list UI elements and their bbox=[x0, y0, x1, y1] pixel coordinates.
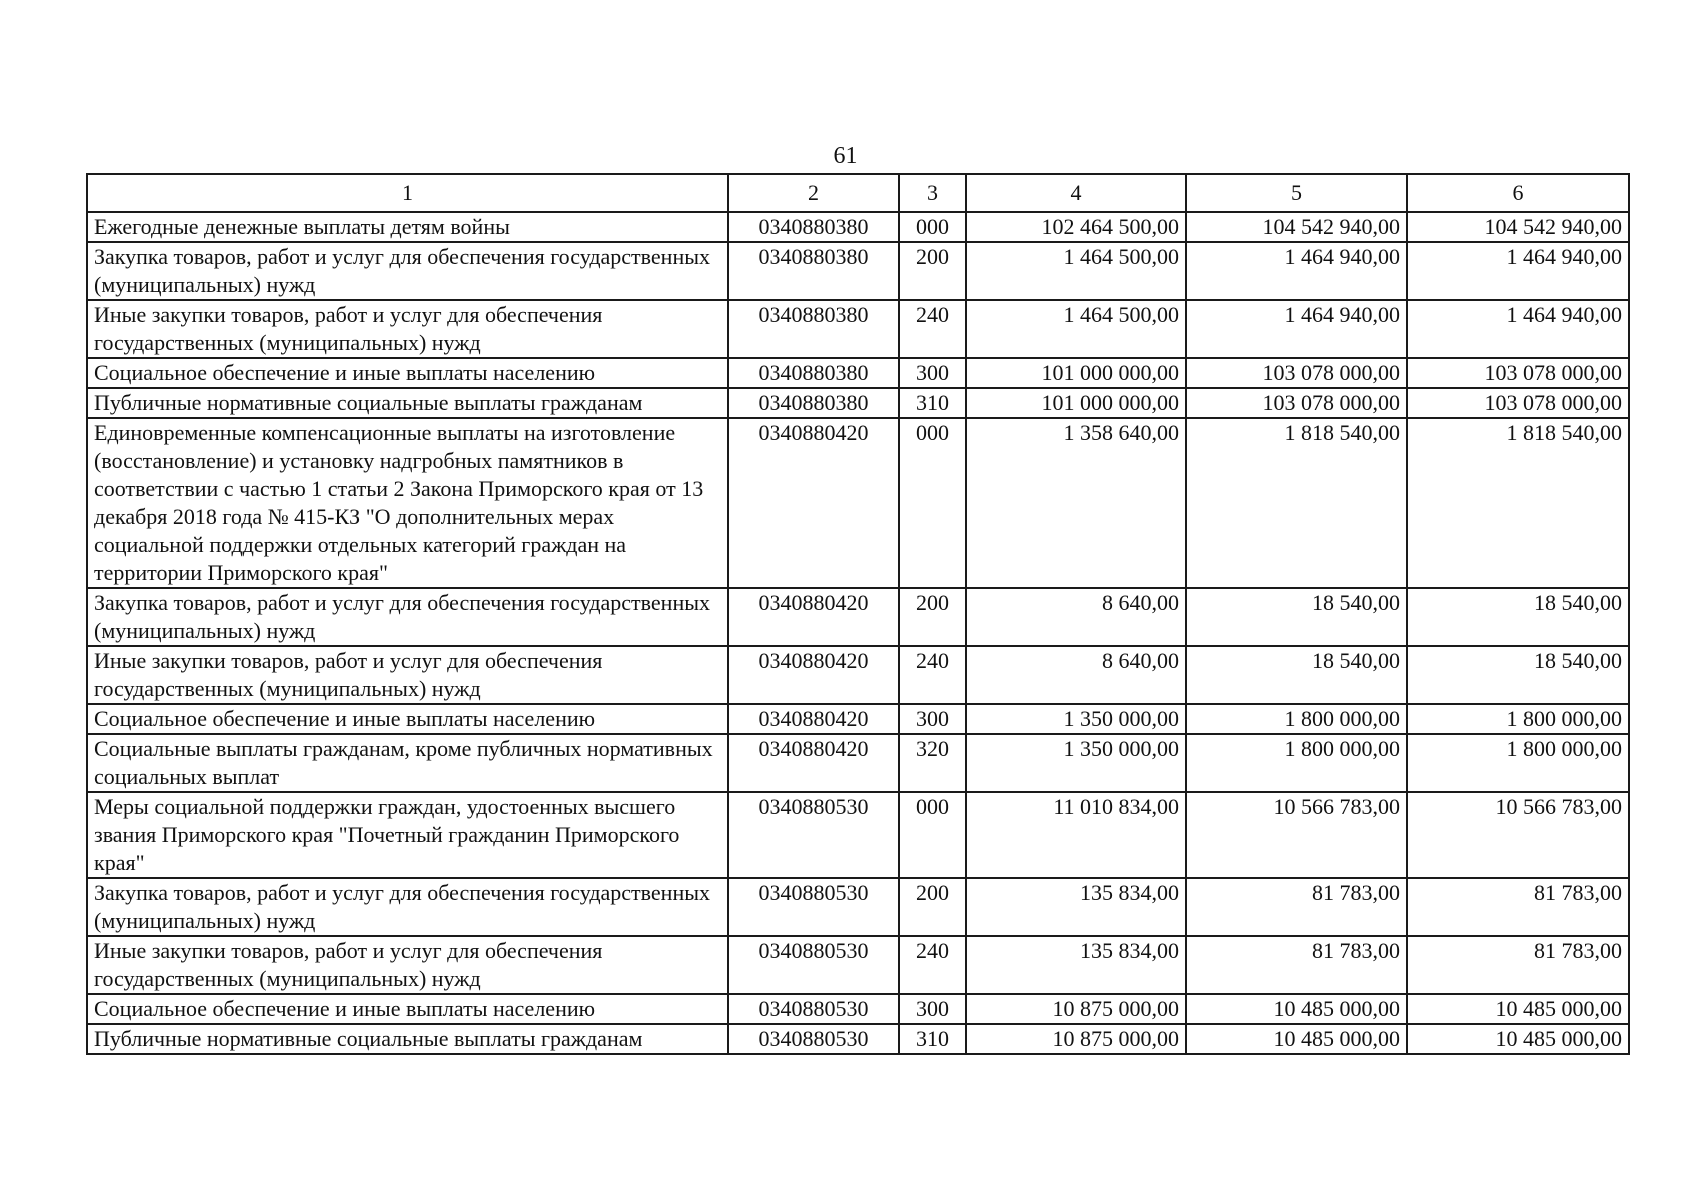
expense-type-cell: 300 bbox=[899, 704, 966, 734]
amount-col4-cell: 8 640,00 bbox=[966, 588, 1186, 646]
amount-col5-cell: 18 540,00 bbox=[1186, 588, 1407, 646]
target-code-cell: 0340880420 bbox=[728, 646, 899, 704]
table-row bbox=[87, 734, 1629, 792]
amount-col4-cell: 1 464 500,00 bbox=[966, 300, 1186, 358]
expense-type-cell: 240 bbox=[899, 300, 966, 358]
amount-col4-cell: 11 010 834,00 bbox=[966, 792, 1186, 878]
amount-col5-cell: 1 800 000,00 bbox=[1186, 734, 1407, 792]
target-code-cell: 0340880420 bbox=[728, 704, 899, 734]
expense-type-cell: 240 bbox=[899, 646, 966, 704]
amount-col4-cell: 101 000 000,00 bbox=[966, 358, 1186, 388]
target-code-cell: 0340880380 bbox=[728, 358, 899, 388]
page-number: 61 bbox=[833, 143, 858, 169]
table-body bbox=[87, 212, 1629, 1054]
amount-col5-cell: 10 566 783,00 bbox=[1186, 792, 1407, 878]
amount-col4-cell: 102 464 500,00 bbox=[966, 212, 1186, 242]
column-header-5: 5 bbox=[1186, 174, 1407, 212]
amount-col6-cell: 1 800 000,00 bbox=[1407, 734, 1629, 792]
expense-type-cell: 000 bbox=[899, 418, 966, 588]
target-code-cell: 0340880420 bbox=[728, 734, 899, 792]
amount-col6-cell: 10 485 000,00 bbox=[1407, 994, 1629, 1024]
table-header bbox=[87, 174, 1629, 212]
expense-type-cell: 200 bbox=[899, 588, 966, 646]
amount-col4-cell: 10 875 000,00 bbox=[966, 994, 1186, 1024]
amount-col6-cell: 10 485 000,00 bbox=[1407, 1024, 1629, 1054]
target-code-cell: 0340880530 bbox=[728, 878, 899, 936]
target-code-cell: 0340880530 bbox=[728, 994, 899, 1024]
column-header-1: 1 bbox=[87, 174, 728, 212]
table-row bbox=[87, 388, 1629, 418]
amount-col4-cell: 1 464 500,00 bbox=[966, 242, 1186, 300]
amount-col4-cell: 101 000 000,00 bbox=[966, 388, 1186, 418]
expense-type-cell: 200 bbox=[899, 878, 966, 936]
target-code-cell: 0340880380 bbox=[728, 212, 899, 242]
amount-col5-cell: 10 485 000,00 bbox=[1186, 1024, 1407, 1054]
table-row bbox=[87, 1024, 1629, 1054]
target-code-cell: 0340880420 bbox=[728, 588, 899, 646]
row-name-cell: Закупка товаров, работ и услуг для обеспечения государственных (муниципальных) нужд bbox=[87, 242, 728, 300]
amount-col6-cell: 103 078 000,00 bbox=[1407, 388, 1629, 418]
amount-col5-cell: 104 542 940,00 bbox=[1186, 212, 1407, 242]
table-row bbox=[87, 792, 1629, 878]
amount-col6-cell: 104 542 940,00 bbox=[1407, 212, 1629, 242]
target-code-cell: 0340880530 bbox=[728, 936, 899, 994]
amount-col6-cell: 18 540,00 bbox=[1407, 588, 1629, 646]
amount-col5-cell: 81 783,00 bbox=[1186, 936, 1407, 994]
amount-col4-cell: 10 875 000,00 bbox=[966, 1024, 1186, 1054]
amount-col6-cell: 103 078 000,00 bbox=[1407, 358, 1629, 388]
table-row bbox=[87, 588, 1629, 646]
row-name-cell: Закупка товаров, работ и услуг для обеспечения государственных (муниципальных) нужд bbox=[87, 588, 728, 646]
column-header-4: 4 bbox=[966, 174, 1186, 212]
amount-col5-cell: 18 540,00 bbox=[1186, 646, 1407, 704]
expense-type-cell: 310 bbox=[899, 1024, 966, 1054]
target-code-cell: 0340880380 bbox=[728, 300, 899, 358]
amount-col5-cell: 103 078 000,00 bbox=[1186, 388, 1407, 418]
amount-col6-cell: 1 800 000,00 bbox=[1407, 704, 1629, 734]
amount-col5-cell: 1 464 940,00 bbox=[1186, 300, 1407, 358]
amount-col4-cell: 135 834,00 bbox=[966, 878, 1186, 936]
target-code-cell: 0340880530 bbox=[728, 792, 899, 878]
expense-type-cell: 300 bbox=[899, 358, 966, 388]
row-name-cell: Иные закупки товаров, работ и услуг для обеспечения государственных (муниципальных) нужд bbox=[87, 300, 728, 358]
amount-col4-cell: 1 350 000,00 bbox=[966, 704, 1186, 734]
amount-col6-cell: 81 783,00 bbox=[1407, 936, 1629, 994]
row-name-cell: Социальные выплаты гражданам, кроме публичных нормативных социальных выплат bbox=[87, 734, 728, 792]
table-row bbox=[87, 936, 1629, 994]
table-row bbox=[87, 212, 1629, 242]
table-row bbox=[87, 994, 1629, 1024]
expense-type-cell: 200 bbox=[899, 242, 966, 300]
column-header-6: 6 bbox=[1407, 174, 1629, 212]
target-code-cell: 0340880380 bbox=[728, 388, 899, 418]
row-name-cell: Ежегодные денежные выплаты детям войны bbox=[87, 212, 728, 242]
amount-col6-cell: 81 783,00 bbox=[1407, 878, 1629, 936]
column-header-2: 2 bbox=[728, 174, 899, 212]
expense-type-cell: 310 bbox=[899, 388, 966, 418]
amount-col5-cell: 1 464 940,00 bbox=[1186, 242, 1407, 300]
expense-type-cell: 240 bbox=[899, 936, 966, 994]
table-row bbox=[87, 646, 1629, 704]
table-row bbox=[87, 358, 1629, 388]
amount-col4-cell: 1 350 000,00 bbox=[966, 734, 1186, 792]
budget-table bbox=[86, 173, 1630, 1055]
row-name-cell: Иные закупки товаров, работ и услуг для обеспечения государственных (муниципальных) нужд bbox=[87, 936, 728, 994]
row-name-cell: Публичные нормативные социальные выплаты гражданам bbox=[87, 388, 728, 418]
row-name-cell: Социальное обеспечение и иные выплаты населению bbox=[87, 358, 728, 388]
target-code-cell: 0340880380 bbox=[728, 242, 899, 300]
expense-type-cell: 300 bbox=[899, 994, 966, 1024]
row-name-cell: Социальное обеспечение и иные выплаты населению bbox=[87, 704, 728, 734]
row-name-cell: Публичные нормативные социальные выплаты гражданам bbox=[87, 1024, 728, 1054]
amount-col5-cell: 1 818 540,00 bbox=[1186, 418, 1407, 588]
table-row bbox=[87, 704, 1629, 734]
table-row bbox=[87, 878, 1629, 936]
table-row bbox=[87, 242, 1629, 300]
amount-col5-cell: 81 783,00 bbox=[1186, 878, 1407, 936]
target-code-cell: 0340880530 bbox=[728, 1024, 899, 1054]
header-row bbox=[87, 174, 1629, 212]
amount-col6-cell: 10 566 783,00 bbox=[1407, 792, 1629, 878]
amount-col4-cell: 8 640,00 bbox=[966, 646, 1186, 704]
amount-col6-cell: 1 464 940,00 bbox=[1407, 242, 1629, 300]
amount-col5-cell: 103 078 000,00 bbox=[1186, 358, 1407, 388]
expense-type-cell: 000 bbox=[899, 212, 966, 242]
amount-col6-cell: 18 540,00 bbox=[1407, 646, 1629, 704]
amount-col6-cell: 1 464 940,00 bbox=[1407, 300, 1629, 358]
amount-col5-cell: 10 485 000,00 bbox=[1186, 994, 1407, 1024]
expense-type-cell: 320 bbox=[899, 734, 966, 792]
amount-col4-cell: 135 834,00 bbox=[966, 936, 1186, 994]
expense-type-cell: 000 bbox=[899, 792, 966, 878]
amount-col6-cell: 1 818 540,00 bbox=[1407, 418, 1629, 588]
row-name-cell: Социальное обеспечение и иные выплаты населению bbox=[87, 994, 728, 1024]
row-name-cell: Закупка товаров, работ и услуг для обеспечения государственных (муниципальных) нужд bbox=[87, 878, 728, 936]
row-name-cell: Единовременные компенсационные выплаты на изготовление (восстановление) и установку надгробных памятников в соответствии с частью 1 статьи 2 Закона Приморского края от 13 декабря 2018 года № 415-КЗ "О дополнительных мерах социальной поддержки отдельных категорий граждан на территории Приморского края" bbox=[87, 418, 728, 588]
column-header-3: 3 bbox=[899, 174, 966, 212]
table-row bbox=[87, 300, 1629, 358]
row-name-cell: Меры социальной поддержки граждан, удостоенных высшего звания Приморского края "Почетный гражданин Приморского края" bbox=[87, 792, 728, 878]
row-name-cell: Иные закупки товаров, работ и услуг для обеспечения государственных (муниципальных) нужд bbox=[87, 646, 728, 704]
amount-col4-cell: 1 358 640,00 bbox=[966, 418, 1186, 588]
amount-col5-cell: 1 800 000,00 bbox=[1186, 704, 1407, 734]
target-code-cell: 0340880420 bbox=[728, 418, 899, 588]
table-row bbox=[87, 418, 1629, 588]
